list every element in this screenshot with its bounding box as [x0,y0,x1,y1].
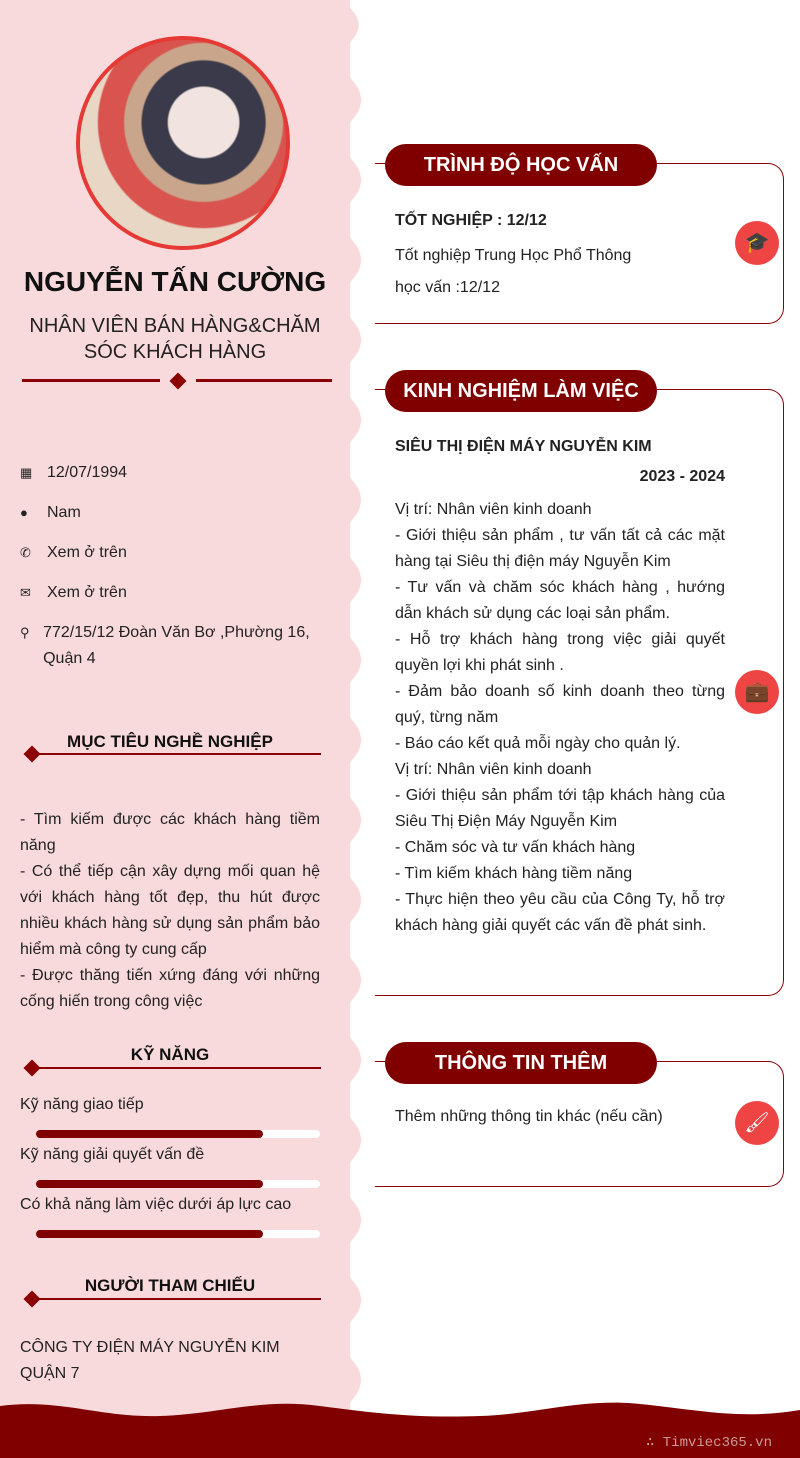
experience-line: - Tư vấn và chăm sóc khách hàng , hướng dẫn khách sử dụng các loại sản phẩm. [395,579,725,622]
experience-details [395,497,725,939]
skill-bar-fill [36,1130,263,1138]
extra-text: Thêm những thông tin khác (nếu cần) [395,1108,663,1125]
education-title: TỐT NGHIỆP : 12/12 [395,212,547,229]
location-icon: ⚲ [20,625,30,640]
contact-item [20,540,320,566]
experience-line: - Giới thiệu sản phẩm tới tập khách hàng của Siêu Thị Điện Máy Nguyễn Kim [395,787,725,830]
briefcase-icon: 💼 [735,670,779,714]
experience-heading: KINH NGHIỆM LÀM VIỆC [385,370,657,412]
experience-line: - Hỗ trợ khách hàng trong việc giải quyết quyền lợi khi phát sinh . [395,631,725,674]
skill-bar-fill [36,1230,263,1238]
education-heading: TRÌNH ĐỘ HỌC VẤN [385,144,657,186]
contact-text: 12/07/1994 [47,464,128,481]
contact-text: 772/15/12 Đoàn Văn Bơ ,Phường 16, Quận 4 [43,624,310,667]
skill-label: Kỹ năng giao tiếp [20,1096,144,1113]
contact-item [20,460,320,486]
email-icon: ✉ [20,585,31,600]
experience-line: - Tìm kiếm khách hàng tiềm năng [395,865,633,882]
experience-line: Vị trí: Nhân viên kinh doanh [395,761,592,778]
experience-line: - Báo cáo kết quả mỗi ngày cho quản lý. [395,735,681,752]
divider [196,379,332,382]
divider [22,379,160,382]
objective-text: - Tìm kiếm được các khách hàng tiềm năng - Có thể tiếp cận xây dựng mối quan hệ với khách hàng tốt đẹp, thu hút được nhiều khách hàng sử dụng sản phẩm bảo hiểm mà công ty cung cấp - Được thăng tiến xứng đáng với những cống hiến trong công việc [20,811,320,1010]
skill-bar-fill [36,1180,263,1188]
brush-icon: 🖌 [735,1101,779,1145]
divider [34,753,321,755]
divider [34,1067,321,1069]
phone-icon: ✆ [20,545,31,560]
contact-item [20,620,320,672]
candidate-name: NGUYỄN TẤN CƯỜNG [23,266,327,297]
contact-text: Nam [47,504,81,521]
references-text: CÔNG TY ĐIỆN MÁY NGUYỄN KIM QUẬN 7 [20,1339,280,1382]
skills-heading: KỸ NĂNG [130,1045,210,1064]
panel-wave-edge [340,0,380,1458]
experience-line: - Thực hiện theo yêu cầu của Công Ty, hỗ trợ khách hàng giải quyết các vấn đề phát sinh. [395,891,725,934]
experience-period: 2023 - 2024 [639,468,725,485]
objective-heading: MỤC TIÊU NGHỀ NGHIỆP [67,732,273,751]
job-title: NHÂN VIÊN BÁN HÀNG&CHĂM SÓC KHÁCH HÀNG [29,315,321,363]
company-name: SIÊU THỊ ĐIỆN MÁY NGUYỄN KIM [395,438,652,455]
skill-label: Kỹ năng giải quyết vấn đề [20,1146,205,1163]
experience-line: - Giới thiệu sản phẩm , tư vấn tất cả các mặt hàng tại Siêu thị điện máy Nguyễn Kim [395,527,725,570]
references-heading: NGƯỜI THAM CHIẾU [84,1276,256,1295]
contact-text: Xem ở trên [47,544,127,561]
skill-label: Có khả năng làm việc dưới áp lực cao [20,1196,292,1213]
skill-bar [36,1230,320,1238]
contact-item [20,500,320,526]
experience-line: - Đảm bảo doanh số kinh doanh theo từng quý, từng năm [395,683,725,726]
skill-bar [36,1180,320,1188]
user-icon: ● [20,505,28,520]
graduation-cap-icon: 🎓 [735,221,779,265]
experience-line: - Chăm sóc và tư vấn khách hàng [395,839,636,856]
extra-heading: THÔNG TIN THÊM [385,1042,657,1084]
contact-item [20,580,320,606]
experience-line: Vị trí: Nhân viên kinh doanh [395,501,592,518]
calendar-icon: ▦ [20,465,33,480]
avatar [76,36,290,250]
brand-watermark: ∴ Timviec365.vn [645,1435,772,1451]
divider [34,1298,321,1300]
contact-text: Xem ở trên [47,584,127,601]
skill-bar [36,1130,320,1138]
education-details: Tốt nghiệp Trung Học Phổ Thông học vấn :12/12 [395,247,632,296]
